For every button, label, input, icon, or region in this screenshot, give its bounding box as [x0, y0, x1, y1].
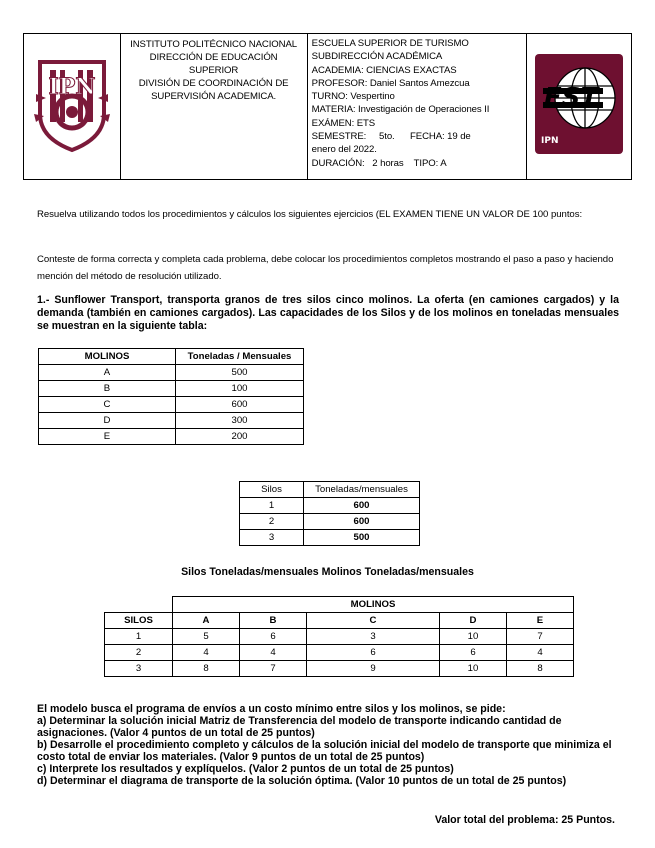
est-logo — [535, 54, 623, 154]
table-cell: A — [39, 365, 176, 381]
mills-capacity-table — [38, 348, 304, 445]
requirement-item: b) Desarrolle el procedimiento completo y cálculos de la solución inicial del modelo de transporte que minimiza el costo total de enviar los materiales. (Valor 9 puntos de un total de 25 puntos) — [37, 739, 612, 763]
exam-info-line: TURNO: Vespertino — [311, 91, 395, 103]
table-cell: 10 — [440, 661, 507, 677]
institution-line: DIVISIÓN DE COORDINACIÓN DE — [138, 78, 289, 89]
cost-matrix-table — [104, 596, 574, 677]
exam-info-line: DURACIÓN: 2 horas TIPO: A — [311, 157, 447, 169]
exam-info-line: ESCUELA SUPERIOR DE TURISMO — [311, 38, 469, 49]
table-cell: 100 — [176, 381, 304, 397]
table-cell: 4 — [173, 645, 240, 661]
est-logo-text: EST — [543, 83, 599, 113]
exam-info-cell — [307, 34, 526, 180]
est-logo-label: IPN — [541, 136, 559, 146]
table-cell: 10 — [440, 629, 507, 645]
globe-icon — [535, 58, 623, 138]
table-header: MOLINOS — [39, 349, 176, 365]
requirement-item: d) Determinar el diagrama de transporte de la solución óptima. (Valor 10 puntos de un total de 25 puntos) — [37, 775, 567, 787]
instruction-paragraph: Conteste de forma correcta y completa cada problema, debe colocar los procedimientos completos mostrando el paso a paso y haciendo mención del método de resolución utilizado. — [37, 254, 614, 282]
table-cell: 600 — [304, 514, 420, 530]
table-row — [39, 397, 304, 413]
table-cell: 6 — [440, 645, 507, 661]
table-header: SILOS — [105, 613, 173, 629]
table-row — [240, 530, 420, 546]
table-cell: B — [39, 381, 176, 397]
table-cell: 8 — [507, 661, 574, 677]
table-cell: 9 — [307, 661, 440, 677]
table-cell: 300 — [176, 413, 304, 429]
table-row — [39, 413, 304, 429]
table-header: A — [173, 613, 240, 629]
table-cell: 3 — [307, 629, 440, 645]
table-cell: 600 — [304, 498, 420, 514]
table-cell: 600 — [176, 397, 304, 413]
table-cell: 7 — [507, 629, 574, 645]
total-points: Valor total del problema: 25 Puntos. — [434, 814, 615, 826]
institution-cell — [120, 34, 307, 180]
header-table — [23, 33, 632, 180]
ipn-logo-cell — [24, 34, 121, 180]
table-row — [240, 514, 420, 530]
requirements-list — [37, 703, 621, 787]
table-cell: 5 — [173, 629, 240, 645]
table-row — [105, 645, 574, 661]
table-cell: 3 — [240, 530, 304, 546]
table-header: D — [440, 613, 507, 629]
table-cell: 4 — [507, 645, 574, 661]
table-cell: E — [39, 429, 176, 445]
table-cell: 2 — [105, 645, 173, 661]
table-header: C — [307, 613, 440, 629]
table-cell: 500 — [304, 530, 420, 546]
table-cell: D — [39, 413, 176, 429]
table-group-header: MOLINOS — [173, 597, 574, 613]
ipn-shield-logo — [30, 54, 114, 154]
table-cell: 6 — [307, 645, 440, 661]
institution-line: SUPERVISIÓN ACADEMICA. — [151, 91, 277, 102]
table-cell: 8 — [173, 661, 240, 677]
table-header: Toneladas / Mensuales — [176, 349, 304, 365]
table-header: Silos — [240, 482, 304, 498]
institution-line: INSTITUTO POLITÉCNICO NACIONAL — [130, 39, 298, 50]
table-header: E — [507, 613, 574, 629]
table-cell: 200 — [176, 429, 304, 445]
exam-info-line: SUBDIRECCIÓN ACADÉMICA — [311, 51, 443, 63]
table-header: B — [240, 613, 307, 629]
requirement-item: c) Interprete los resultados y explíquelos. (Valor 2 puntos de un total de 25 puntos) — [37, 763, 454, 775]
requirement-item: a) Determinar la solución inicial Matriz de Transferencia del modelo de transporte indicando cantidad de asignaciones. (Valor 4 puntos de un total de 25 puntos) — [37, 715, 562, 739]
institution-line: DIRECCIÓN DE EDUCACIÓN SUPERIOR — [149, 52, 278, 76]
est-logo-cell — [527, 34, 632, 180]
table-row — [105, 661, 574, 677]
table-header: Toneladas/mensuales — [304, 482, 420, 498]
exam-info-line: ACADEMIA: CIENCIAS EXACTAS — [311, 64, 457, 76]
table-row — [240, 498, 420, 514]
empty-corner-cell — [105, 597, 173, 613]
table-row — [39, 429, 304, 445]
instruction-paragraph: Resuelva utilizando todos los procedimientos y cálculos los siguientes ejercicios (EL EXAMEN TIENE UN VALOR DE 100 puntos: — [37, 209, 583, 220]
table-cell: 3 — [105, 661, 173, 677]
exam-info-line: enero del 2022. — [311, 144, 377, 156]
table-cell: 1 — [105, 629, 173, 645]
table-cell: 4 — [240, 645, 307, 661]
table-cell: 500 — [176, 365, 304, 381]
table-cell: 7 — [240, 661, 307, 677]
table-row — [39, 381, 304, 397]
cost-table-caption: Silos Toneladas/mensuales Molinos Toneladas/mensuales — [181, 566, 474, 578]
table-row — [105, 629, 574, 645]
exam-info-line: SEMESTRE: 5to. FECHA: 19 de — [311, 131, 471, 143]
exam-info-line: MATERIA: Investigación de Operaciones II — [311, 104, 490, 116]
problem-statement: 1.- Sunflower Transport, transporta granos de tres silos cinco molinos. La oferta (en camiones cargados) y la demanda (también en camiones cargados). Las capacidades de los Silos y de los molinos en toneladas mensuales se muestran en la siguiente tabla: — [37, 294, 619, 333]
table-cell: 1 — [240, 498, 304, 514]
silos-capacity-table — [239, 481, 420, 546]
table-row — [39, 365, 304, 381]
table-cell: 2 — [240, 514, 304, 530]
requirement-item: El modelo busca el programa de envíos a un costo mínimo entre silos y los molinos, se pide: — [37, 703, 506, 715]
exam-info-line: EXÁMEN: ETS — [311, 117, 376, 129]
table-cell: 6 — [240, 629, 307, 645]
table-cell: C — [39, 397, 176, 413]
ipn-logo-text: IPN — [48, 74, 96, 100]
exam-info-line: PROFESOR: Daniel Santos Amezcua — [311, 77, 470, 89]
